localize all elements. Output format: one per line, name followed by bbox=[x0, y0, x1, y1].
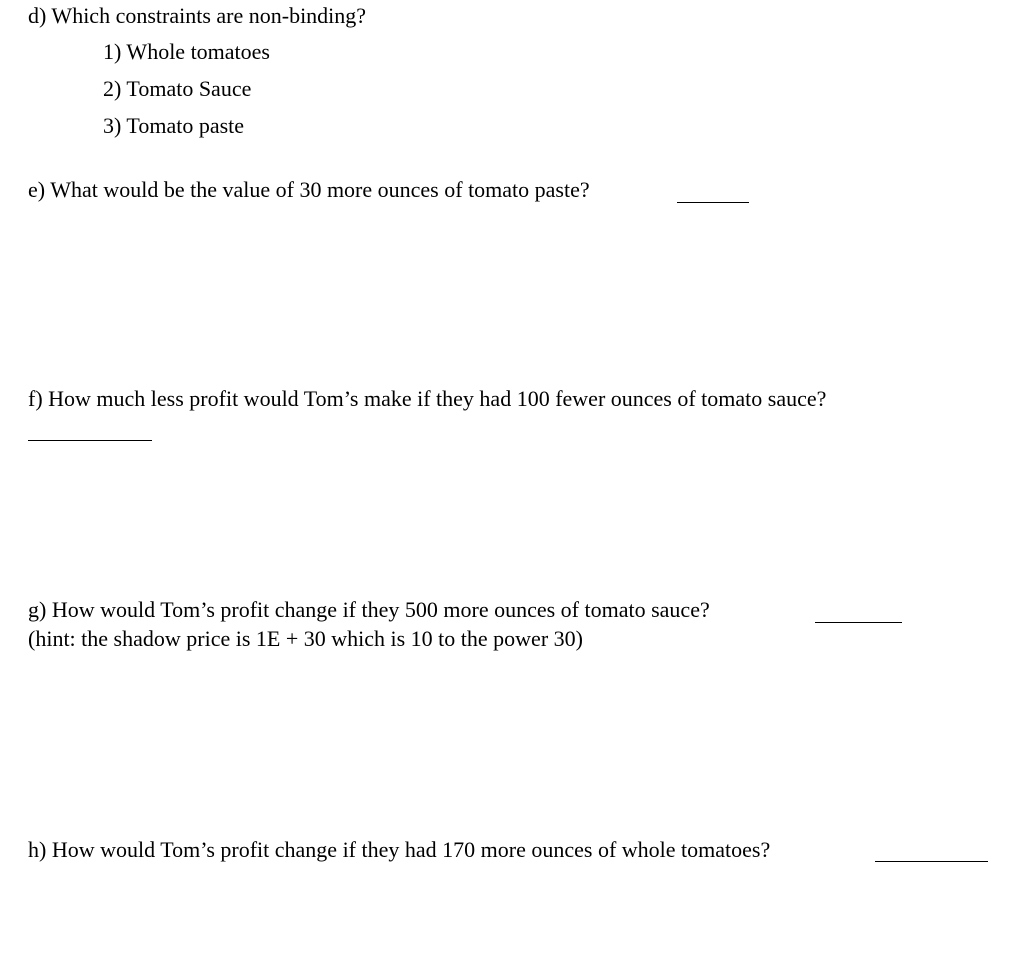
question-h-prompt: h) How would Tom’s profit change if they had 170 more ounces of whole tomatoes? bbox=[28, 837, 771, 862]
answer-blank-f[interactable] bbox=[28, 440, 152, 441]
question-g-prompt: g) How would Tom’s profit change if they 500 more ounces of tomato sauce? bbox=[28, 597, 710, 622]
question-d-prompt: d) Which constraints are non-binding? bbox=[28, 3, 367, 28]
option-tomato-sauce: 2) Tomato Sauce bbox=[103, 76, 252, 101]
option-whole-tomatoes: 1) Whole tomatoes bbox=[103, 39, 270, 64]
question-f-prompt: f) How much less profit would Tom’s make if they had 100 fewer ounces of tomato sauce? bbox=[28, 386, 827, 411]
question-g-hint: (hint: the shadow price is 1E + 30 which is 10 to the power 30) bbox=[28, 626, 583, 651]
question-e-prompt: e) What would be the value of 30 more ounces of tomato paste? bbox=[28, 177, 590, 202]
answer-blank-e[interactable] bbox=[677, 202, 749, 203]
answer-blank-h[interactable] bbox=[875, 861, 988, 862]
answer-blank-g[interactable] bbox=[815, 622, 902, 623]
option-tomato-paste: 3) Tomato paste bbox=[103, 113, 245, 138]
